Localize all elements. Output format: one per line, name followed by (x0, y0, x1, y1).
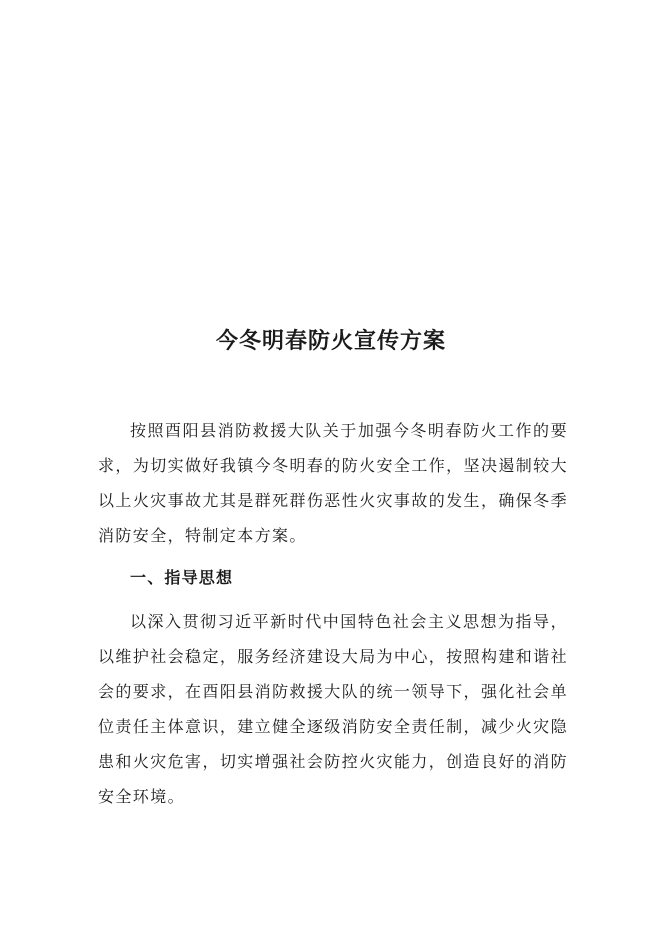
guiding-ideology-paragraph: 以深入贯彻习近平新时代中国特色社会主义思想为指导，以维护社会稳定，服务经济建设大局为中心，按照构建和谐社会的要求，在酉阳县消防救援大队的统一领导下，强化社会单位责任主体意识，建立健全逐级消防安全责任制，减少火灾隐患和火灾危害，切实增强社会防控火灾能力，创造良好的消防安全环境。 (98, 612, 568, 806)
intro-paragraph: 按照酉阳县消防救援大队关于加强今冬明春防火工作的要求，为切实做好我镇今冬明春的防火安全工作，坚决遏制较大以上火灾事故尤其是群死群伤恶性火灾事故的发生，确保冬季消防安全，特制定本方案。 (98, 421, 568, 545)
document-title: 今冬明春防火宣传方案 (215, 328, 446, 354)
section-heading-guiding-ideology: 一、指导思想 (130, 568, 234, 587)
